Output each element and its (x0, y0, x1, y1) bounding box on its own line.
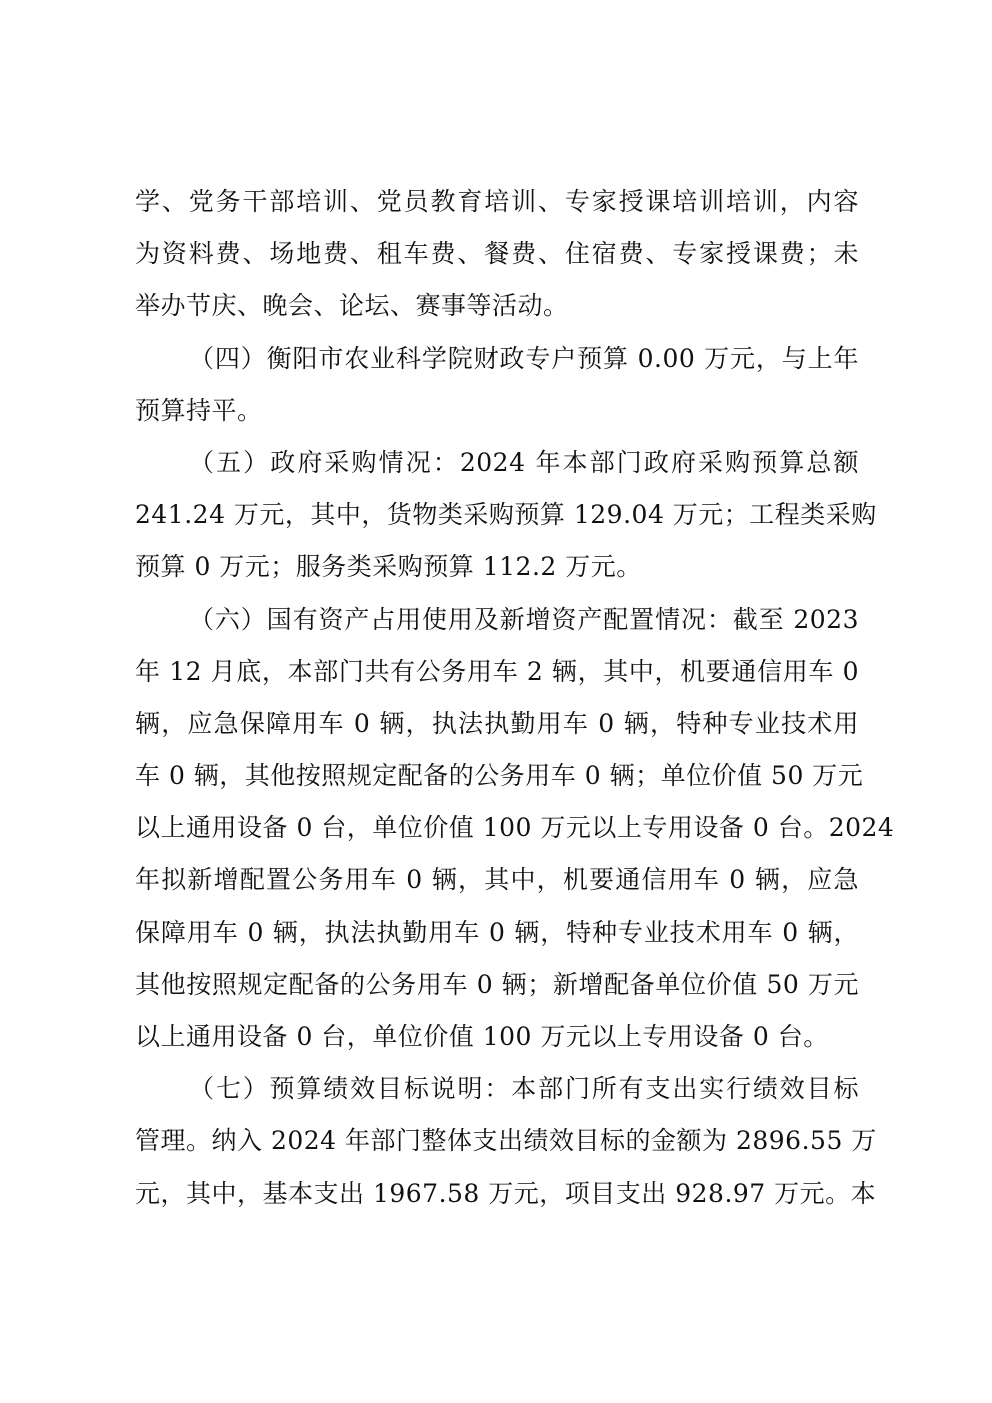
paragraph-training-content (135, 176, 859, 333)
text-line: 举办节庆、晚会、论坛、赛事等活动。 (135, 291, 569, 321)
paragraph-special-account-budget (135, 333, 859, 437)
text-line: 保障用车 0 辆，执法执勤用车 0 辆，特种专业技术用车 0 辆， (135, 917, 859, 947)
text-line: 其他按照规定配备的公务用车 0 辆；新增配备单位价值 50 万元 (135, 969, 859, 999)
paragraph-state-assets (135, 594, 895, 1064)
text-line: 预算持平。 (135, 395, 263, 425)
text-line: 辆，应急保障用车 0 辆，执法执勤用车 0 辆，特种专业技术用 (135, 708, 859, 738)
paragraph-performance-targets (135, 1063, 877, 1220)
text-line: 车 0 辆，其他按照规定配备的公务用车 0 辆；单位价值 50 万元 (135, 761, 864, 791)
text-line: 241.24 万元，其中，货物类采购预算 129.04 万元；工程类采购 (135, 500, 877, 530)
text-line: 学、党务干部培训、党员教育培训、专家授课培训培训，内容 (135, 187, 859, 216)
text-line: 为资料费、场地费、租车费、餐费、住宿费、专家授课费；未 (135, 239, 859, 269)
text-line: 以上通用设备 0 台，单位价值 100 万元以上专用设备 0 台。 (135, 1022, 829, 1051)
text-line: 管理。纳入 2024 年部门整体支出绩效目标的金额为 2896.55 万 (135, 1126, 877, 1156)
text-line: 预算 0 万元；服务类采购预算 112.2 万元。 (135, 552, 642, 582)
text-line: （六）国有资产占用使用及新增资产配置情况：截至 2023 (189, 604, 859, 634)
paragraph-government-procurement (135, 437, 877, 594)
text-line: 年拟新增配置公务用车 0 辆，其中，机要通信用车 0 辆，应急 (135, 865, 859, 895)
body-text (135, 176, 895, 1220)
text-line: 以上通用设备 0 台，单位价值 100 万元以上专用设备 0 台。2024 (135, 813, 895, 843)
text-line: 元，其中，基本支出 1967.58 万元，项目支出 928.97 万元。本 (135, 1178, 877, 1208)
text-line: （五）政府采购情况：2024 年本部门政府采购预算总额 (189, 447, 859, 477)
text-line: 年 12 月底，本部门共有公务用车 2 辆，其中，机要通信用车 0 (135, 656, 859, 686)
text-line: （四）衡阳市农业科学院财政专户预算 0.00 万元，与上年 (189, 343, 859, 373)
text-line: （七）预算绩效目标说明：本部门所有支出实行绩效目标 (189, 1074, 859, 1104)
